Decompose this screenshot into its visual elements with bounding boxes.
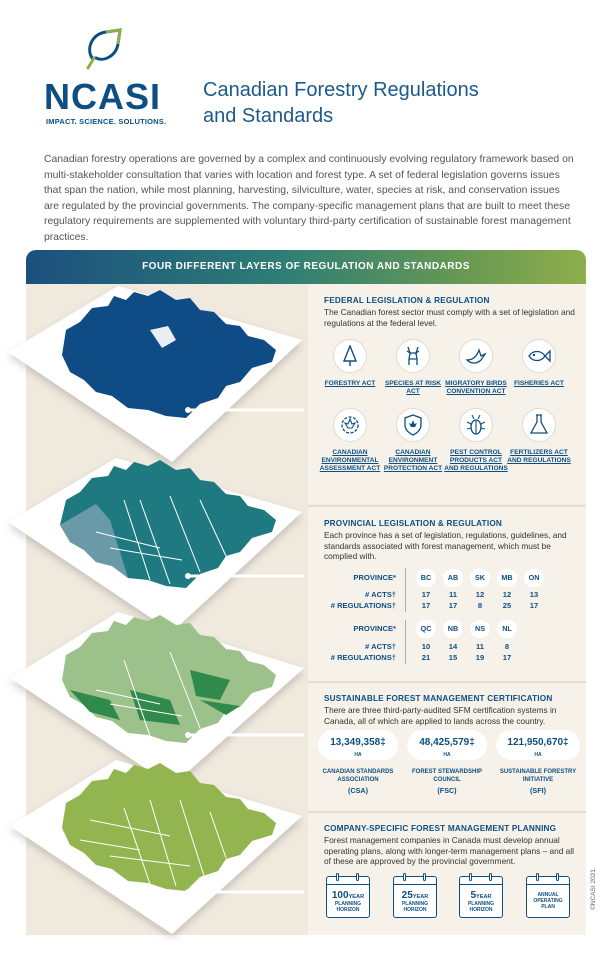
planning-heading: COMPANY-SPECIFIC FOREST MANAGEMENT PLANNING — [324, 824, 557, 833]
cert-system-abbr: (SFI) — [530, 786, 546, 795]
federal-act-label[interactable]: SPECIES AT RISK ACT — [384, 380, 442, 395]
section-divider — [308, 811, 586, 813]
csa-name — [313, 768, 403, 795]
province-badge: SK — [470, 569, 490, 587]
province-badge: NL — [497, 620, 517, 638]
federal-act-label[interactable]: CANADIAN ENVIRONMENTAL ASSESSMENT ACT — [319, 449, 381, 472]
acts-count: 10 — [421, 642, 431, 651]
calendar-icon — [393, 876, 437, 918]
plan-duration: 100YEAR — [331, 890, 365, 901]
regulations-count: 17 — [421, 601, 431, 610]
page-title-line-1: Canadian Forestry Regulations — [203, 79, 479, 101]
brand-name: NCASI — [44, 76, 162, 117]
section-divider — [308, 505, 586, 507]
layers-banner: FOUR DIFFERENT LAYERS OF REGULATION AND STANDARDS — [26, 250, 586, 284]
acts-label: # ACTS† — [365, 590, 396, 599]
regulations-count: 8 — [477, 601, 483, 610]
fsc-value: 48,425,579‡ — [419, 737, 475, 748]
bird-icon — [459, 339, 493, 373]
planning-description: Forest management companies in Canada must develop annual operating plans, along with longer-term management plans – and all of these are approved by the provincial government. — [324, 835, 574, 866]
calendar-icon — [459, 876, 503, 918]
cert-system-abbr: (CSA) — [348, 786, 368, 795]
federal-heading: FEDERAL LEGISLATION & REGULATION — [324, 296, 490, 305]
plan-type: PLANNING HORIZON — [334, 901, 362, 913]
province-label: PROVINCE* — [353, 624, 396, 633]
sfi-name — [493, 768, 583, 795]
regulations-count: 15 — [448, 653, 458, 662]
flask-icon — [522, 408, 556, 442]
certification-heading: SUSTAINABLE FOREST MANAGEMENT CERTIFICATION — [324, 694, 553, 703]
federal-act-label[interactable]: FISHERIES ACT — [514, 380, 564, 387]
acts-count: 13 — [529, 590, 539, 599]
maple-shield-icon — [396, 408, 430, 442]
province-badge: ON — [524, 569, 544, 587]
province-badge: AB — [443, 569, 463, 587]
regulations-count: 17 — [529, 601, 539, 610]
regulations-count: 25 — [502, 601, 512, 610]
provincial-heading: PROVINCIAL LEGISLATION & REGULATION — [324, 519, 503, 528]
brand-tagline: IMPACT. SCIENCE. SOLUTIONS. — [46, 117, 167, 126]
csa-value: 13,349,358‡ — [330, 737, 386, 748]
province-badge: BC — [416, 569, 436, 587]
acts-count: 12 — [475, 590, 485, 599]
calendar-icon — [526, 876, 570, 918]
intro-paragraph: Canadian forestry operations are governed by a complex and continuously evolving regulatory framework based on multi-stakeholder consultation that varies with location and forest type. A set of federal legislation governs issues that span the nation, while most planning, harvesting, silviculture, water, species at risk, and conservation issues are regulated by the provincial governments. The company-specific management plans that are built to meet these regulatory requirements are supplemented with voluntary third-party certification of sustainable forest management practices. — [44, 154, 574, 243]
sfi-hectares — [496, 730, 580, 760]
cert-system-abbr: (FSC) — [437, 786, 457, 795]
regulations-count: 17 — [502, 653, 512, 662]
fsc-name — [402, 768, 492, 795]
federal-act-label[interactable]: FORESTRY ACT — [324, 380, 376, 387]
acts-count: 12 — [502, 590, 512, 599]
plan-type: PLANNING HORIZON — [401, 901, 429, 913]
acts-count: 11 — [475, 642, 485, 651]
federal-act-label[interactable]: PEST CONTROL PRODUCTS ACT AND REGULATIONS — [444, 449, 508, 472]
regulations-label: # REGULATIONS† — [330, 653, 396, 662]
cert-system-name: CANADIAN STANDARDS ASSOCIATION — [322, 769, 394, 783]
plan-type: PLANNING HORIZON — [467, 901, 495, 913]
provincial-description: Each province has a set of legislation, regulations, guidelines, and standards associated with forest management, which must be complied with. — [324, 530, 567, 561]
plan-type: ANNUAL OPERATING PLAN — [533, 892, 563, 910]
calendar-icon — [326, 876, 370, 918]
regulations-count: 19 — [475, 653, 485, 662]
regulations-label: # REGULATIONS† — [330, 601, 396, 610]
certification-description: There are three third-party-audited SFM certification systems in Canada, all of which are applied to lands across the country. — [324, 705, 557, 726]
federal-act-label[interactable]: FERTILIZERS ACT AND REGULATIONS — [507, 449, 571, 464]
federal-act-label[interactable]: CANADIAN ENVIRONMENT PROTECTION ACT — [383, 449, 443, 472]
csa-hectares — [318, 730, 398, 760]
cert-system-name: FOREST STEWARDSHIP COUNCIL — [411, 769, 482, 783]
maple-gear-icon — [333, 408, 367, 442]
regulations-count: 21 — [421, 653, 431, 662]
acts-count: 14 — [448, 642, 458, 651]
acts-count: 8 — [504, 642, 510, 651]
plan-duration: 25YEAR — [401, 890, 429, 901]
federal-act-label[interactable]: MIGRATORY BIRDS CONVENTION ACT — [445, 380, 507, 395]
cert-system-name: SUSTAINABLE FORESTRY INITIATIVE — [499, 769, 577, 783]
tree-icon — [333, 339, 367, 373]
unit-label: HA — [354, 752, 362, 758]
acts-label: # ACTS† — [365, 642, 396, 651]
table-divider — [405, 568, 406, 612]
province-badge: QC — [416, 620, 436, 638]
unit-label: HA — [443, 752, 451, 758]
federal-description: The Canadian forest sector must comply with a set of legislation and regulations at the federal level. — [324, 307, 575, 328]
regulations-count: 17 — [448, 601, 458, 610]
plan-duration: 5YEAR — [470, 890, 492, 901]
beetle-icon — [459, 408, 493, 442]
caribou-icon — [396, 339, 430, 373]
leaf-speech-icon — [84, 28, 124, 70]
province-badge: NS — [470, 620, 490, 638]
page-title — [203, 77, 563, 129]
sfi-value: 121,950,670‡ — [507, 737, 569, 748]
fish-icon — [522, 339, 556, 373]
acts-count: 17 — [421, 590, 431, 599]
province-badge: MB — [497, 569, 517, 587]
province-badge: NB — [443, 620, 463, 638]
table-divider — [405, 620, 406, 664]
fsc-hectares — [407, 730, 487, 760]
unit-label: HA — [534, 752, 542, 758]
acts-count: 11 — [448, 590, 458, 599]
province-label: PROVINCE* — [353, 573, 396, 582]
copyright: ©NCASI 2021. — [590, 867, 597, 910]
page-title-line-2: and Standards — [203, 105, 334, 127]
section-divider — [308, 681, 586, 683]
